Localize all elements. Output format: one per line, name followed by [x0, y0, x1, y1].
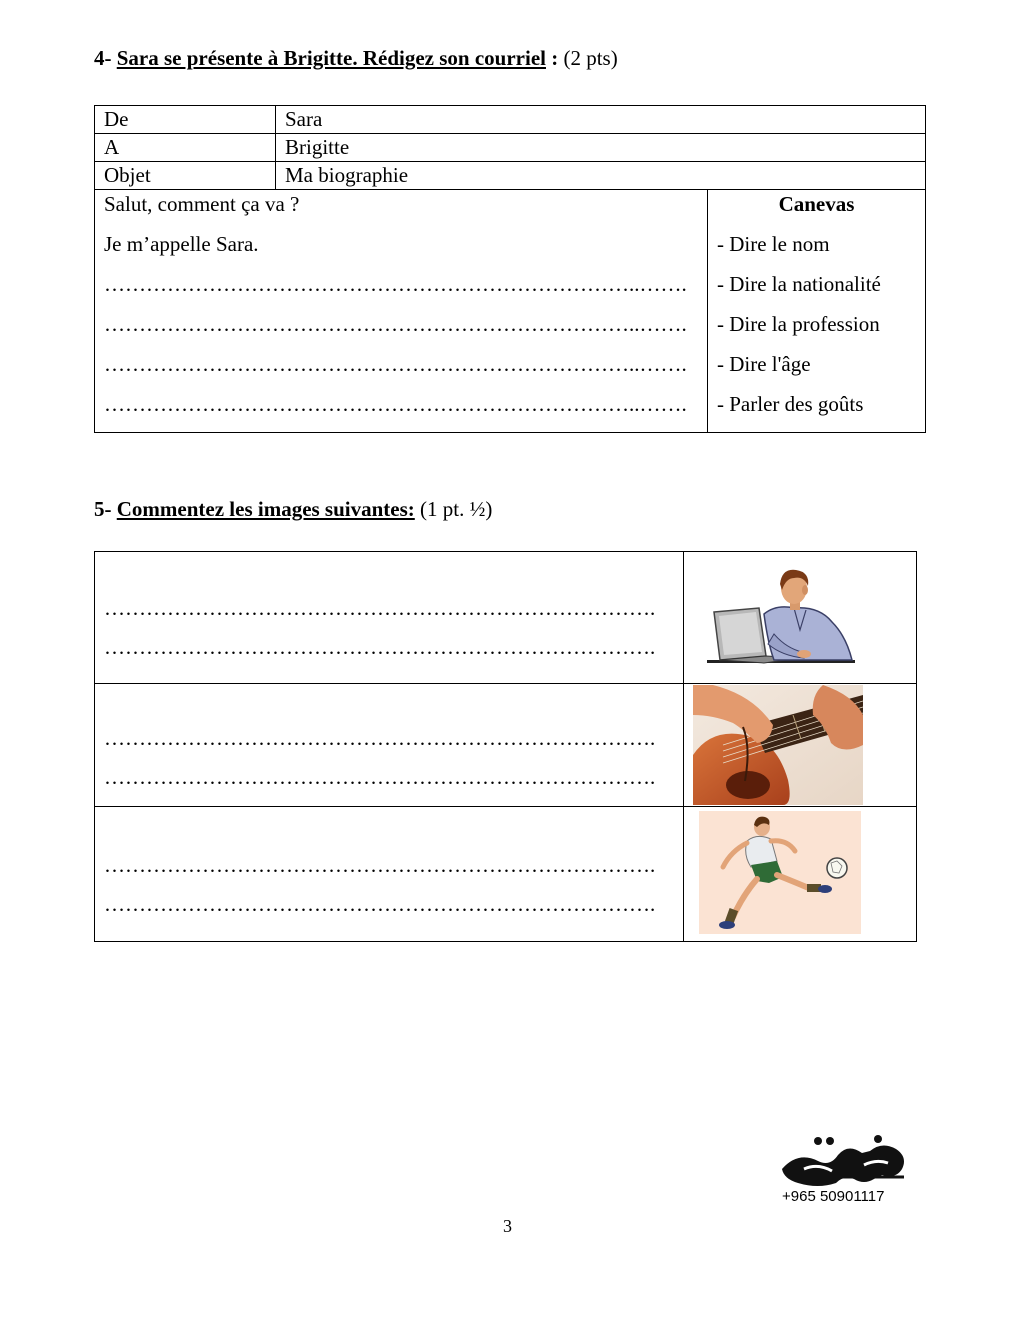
footer-phone: +965 50901117	[782, 1188, 885, 1205]
football-player-image	[699, 811, 861, 934]
question-4-number: 4-	[94, 46, 112, 70]
comment-cell	[95, 552, 684, 684]
question-5-number: 5-	[94, 497, 112, 521]
email-value-to: Brigitte	[276, 134, 926, 162]
comment-cell	[95, 684, 684, 807]
question-4-heading	[94, 46, 618, 71]
comment-cell	[95, 807, 684, 942]
publisher-logo	[778, 1133, 910, 1189]
email-row-subject	[95, 162, 926, 190]
email-value-subject: Ma biographie	[276, 162, 926, 190]
email-greeting: Salut, comment ça va ?	[104, 192, 300, 216]
comment-blank-line[interactable]: …………………………………………………………………….	[104, 596, 656, 620]
page-number: 3	[503, 1216, 512, 1236]
email-label-from: De	[95, 106, 276, 134]
image-cell	[683, 684, 916, 807]
question-5-heading	[94, 497, 492, 522]
email-body-row	[95, 190, 926, 433]
comment-blank-line[interactable]: …………………………………………………………………….	[104, 765, 656, 789]
canvas-item: - Parler des goûts	[717, 392, 864, 416]
comment-blank-line[interactable]: …………………………………………………………………….	[104, 853, 656, 877]
email-blank-line[interactable]: …………………………………………………………………..…….	[104, 392, 687, 416]
man-at-laptop-image	[704, 564, 859, 668]
email-value-from: Sara	[276, 106, 926, 134]
canvas-title: Canevas	[778, 192, 855, 216]
image-row	[95, 552, 917, 684]
question-5-points: (1 pt. ½)	[414, 497, 493, 521]
email-label-to: A	[95, 134, 276, 162]
email-intro: Je m’appelle Sara.	[104, 232, 259, 256]
canvas-item: - Dire le nom	[717, 232, 830, 256]
email-label-subject: Objet	[95, 162, 276, 190]
comment-blank-line[interactable]: …………………………………………………………………….	[104, 892, 656, 916]
question-5-title: Commentez les images suivantes:	[116, 497, 415, 521]
question-4-points: (2 pts)	[558, 46, 618, 70]
image-row	[95, 684, 917, 807]
email-blank-line[interactable]: …………………………………………………………………..…….	[104, 312, 687, 336]
email-table	[94, 105, 926, 433]
canvas-box	[708, 190, 926, 433]
email-row-from	[95, 106, 926, 134]
email-body	[95, 190, 708, 433]
email-blank-line[interactable]: …………………………………………………………………..…….	[104, 272, 687, 296]
image-row	[95, 807, 917, 942]
comment-blank-line[interactable]: …………………………………………………………………….	[104, 726, 656, 750]
canvas-item: - Dire la nationalité	[717, 272, 881, 296]
guitar-playing-image	[693, 685, 863, 805]
comment-blank-line[interactable]: …………………………………………………………………….	[104, 635, 656, 659]
question-4-title: Sara se présente à Brigitte. Rédigez son courriel	[116, 46, 546, 70]
email-blank-line[interactable]: …………………………………………………………………..…….	[104, 352, 687, 376]
image-cell	[683, 552, 916, 684]
image-cell	[683, 807, 916, 942]
canvas-item: - Dire la profession	[717, 312, 880, 336]
question-4-colon: :	[545, 46, 559, 70]
images-table	[94, 551, 917, 942]
canvas-item: - Dire l'âge	[717, 352, 811, 376]
email-row-to	[95, 134, 926, 162]
